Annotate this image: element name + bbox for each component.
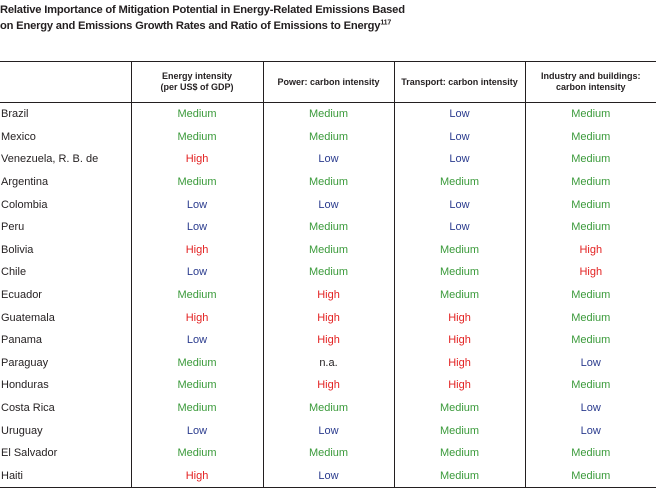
rating-cell: Low [263,148,394,171]
title-line-2 [0,18,656,34]
table-row [0,397,656,420]
rating-cell: Medium [525,442,656,465]
rating-cell: High [394,374,525,397]
rating-cell: Medium [525,284,656,307]
table-row [0,216,656,239]
rating-cell: Medium [263,261,394,284]
rating-cell: High [263,306,394,329]
rating-cell: Medium [394,397,525,420]
table-row [0,442,656,465]
country-cell: Brazil [1,108,29,121]
rating-cell: Medium [394,261,525,284]
header-line: (per US$ of GDP) [160,82,234,92]
country-cell: Chile [1,266,27,279]
header-transport-carbon-intensity [394,62,525,103]
table-row [0,261,656,284]
rating-cell: Medium [131,171,263,194]
rating-cell: Low [394,193,525,216]
rating-cell: Low [394,148,525,171]
rating-cell: Medium [525,306,656,329]
rating-cell: Medium [131,374,263,397]
table-row [0,284,656,307]
rating-cell: Medium [394,239,525,262]
country-cell: Peru [1,221,25,234]
table-row [0,306,656,329]
rating-cell: Low [394,126,525,149]
rating-cell: Medium [131,284,263,307]
rating-cell: Medium [263,216,394,239]
rating-cell: Medium [525,193,656,216]
rating-cell: Medium [525,148,656,171]
rating-cell: High [525,239,656,262]
rating-cell: Low [525,397,656,420]
rating-cell: High [131,239,263,262]
country-cell: Venezuela, R. B. de [1,153,99,166]
header-country [0,62,131,103]
header-power-carbon-intensity [263,62,394,103]
country-cell: Uruguay [1,424,43,437]
rating-cell: Medium [525,171,656,194]
rating-cell: High [131,465,263,488]
header-row [0,62,656,103]
rating-cell: High [263,329,394,352]
table-row [0,465,656,488]
rating-cell: Medium [525,216,656,239]
table-row [0,374,656,397]
country-cell: Costa Rica [1,402,55,415]
country-cell: Guatemala [1,311,55,324]
rating-cell: Low [263,193,394,216]
rating-cell: Medium [394,465,525,488]
table-row [0,148,656,171]
rating-cell: Medium [525,103,656,126]
rating-cell: Medium [263,239,394,262]
rating-cell: Medium [263,126,394,149]
header-line: Industry and buildings: [541,71,641,81]
header-line: Energy intensity [161,71,233,81]
rating-cell: High [394,306,525,329]
country-cell: Bolivia [1,243,34,256]
title-line-1: Relative Importance of Mitigation Potential in Energy-Related Emissions Based [0,4,405,16]
rating-cell: n.a. [263,352,394,375]
rating-cell: Low [394,216,525,239]
rating-cell: Medium [525,329,656,352]
rating-cell: Medium [394,284,525,307]
header-line: carbon intensity [555,82,626,92]
rating-cell: High [394,329,525,352]
header-energy-intensity [131,62,263,103]
country-cell: Paraguay [1,356,49,369]
rating-cell: High [131,148,263,171]
rating-cell: Medium [394,442,525,465]
rating-cell: Medium [131,442,263,465]
mitigation-table [0,61,656,488]
rating-cell: Low [525,419,656,442]
rating-cell: Medium [394,171,525,194]
table-row [0,103,656,126]
country-cell: Argentina [1,176,49,189]
rating-cell: Medium [131,103,263,126]
country-cell: Ecuador [1,289,42,302]
country-cell: Panama [1,334,42,347]
country-cell: El Salvador [1,447,58,460]
country-cell: Colombia [1,198,48,211]
rating-cell: Medium [131,397,263,420]
rating-cell: Low [131,193,263,216]
rating-cell: Medium [263,171,394,194]
title-footnote-ref: 117 [380,19,392,27]
table-row [0,126,656,149]
table-row [0,171,656,194]
rating-cell: High [263,374,394,397]
rating-cell: Medium [131,126,263,149]
header-line: Transport: carbon intensity [401,76,518,87]
rating-cell: Low [525,352,656,375]
header-line: Power: carbon intensity [277,76,380,87]
rating-cell: Medium [394,419,525,442]
header-industry-buildings-carbon-intensity [525,62,656,103]
rating-cell: Low [131,261,263,284]
rating-cell: Medium [525,465,656,488]
table-header [0,62,656,103]
rating-cell: Medium [525,374,656,397]
rating-cell: High [131,306,263,329]
rating-cell: Medium [263,397,394,420]
rating-cell: Low [131,216,263,239]
rating-cell: High [263,284,394,307]
table-title [0,2,656,34]
table-row [0,352,656,375]
rating-cell: Low [394,103,525,126]
rating-cell: Medium [263,442,394,465]
table-row [0,329,656,352]
rating-cell: Low [131,419,263,442]
table-row [0,193,656,216]
title-line-2-text: on Energy and Emissions Growth Rates and Ratio of Emissions to Energy [0,20,381,32]
table-row [0,419,656,442]
rating-cell: High [394,352,525,375]
rating-cell: Medium [263,103,394,126]
rating-cell: Low [263,419,394,442]
country-cell: Haiti [0,465,131,488]
table-row [0,239,656,262]
rating-cell: Low [263,465,394,488]
country-cell: Mexico [1,130,36,143]
rating-cell: Medium [131,352,263,375]
country-cell: Honduras [1,379,49,392]
rating-cell: Low [131,329,263,352]
table-body [0,103,656,488]
rating-cell: Medium [525,126,656,149]
rating-cell: High [525,261,656,284]
